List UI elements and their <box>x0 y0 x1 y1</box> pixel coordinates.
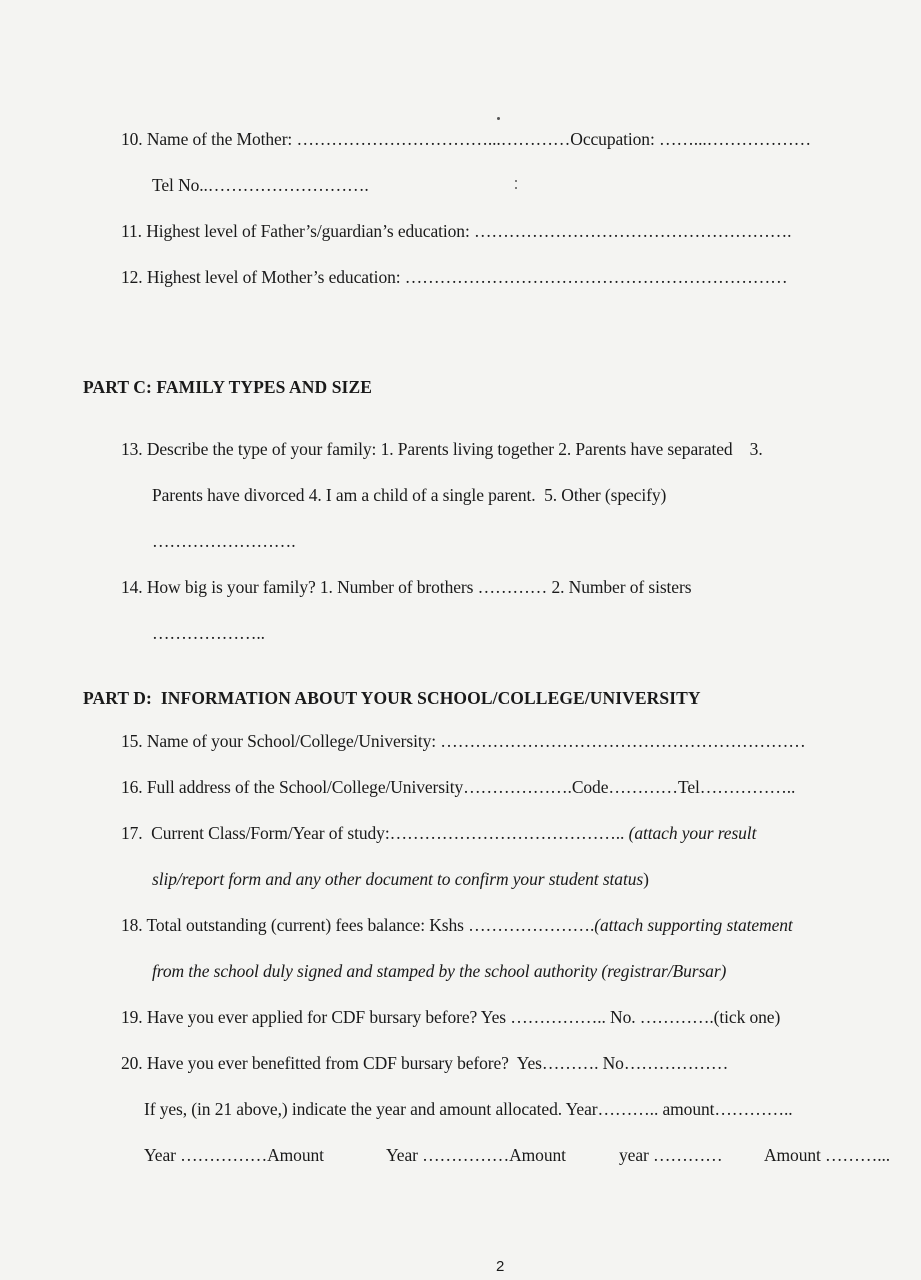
scan-speck <box>515 180 517 182</box>
part-d-heading: PART D: INFORMATION ABOUT YOUR SCHOOL/COLLEGE/UNIVERSITY <box>83 688 701 708</box>
part-c-heading: PART C: FAMILY TYPES AND SIZE <box>83 377 372 397</box>
q17-class-line <box>121 822 756 844</box>
years-row-cell-2: Year ……………Amount <box>386 1145 566 1165</box>
q17-close: ) <box>643 869 649 889</box>
q20-line: 20. Have you ever benefitted from CDF bursary before? Yes………. No……………… <box>121 1053 729 1073</box>
q13-line-1: 13. Describe the type of your family: 1. Parents living together 2. Parents have separated 3. <box>121 439 763 459</box>
page-number: 2 <box>496 1258 505 1275</box>
q10-mother-name-line: 10. Name of the Mother: ……………………………...…………Occupation: ……...……………… <box>121 129 812 149</box>
q12-mother-education-line: 12. Highest level of Mother’s education: ………………………………………………………… <box>121 267 788 287</box>
q18-note-1: (attach supporting statement <box>594 915 793 935</box>
q18-main: 18. Total outstanding (current) fees balance: Kshs …………………. <box>121 915 595 935</box>
q18-fees-line <box>121 914 793 936</box>
q19-line: 19. Have you ever applied for CDF bursary before? Yes …………….. No. ………….(tick one) <box>121 1007 781 1027</box>
q11-father-education-line: 11. Highest level of Father’s/guardian’s education: ………………………………………………. <box>121 221 792 241</box>
q17-note-line <box>152 868 649 890</box>
q16-school-address-line: 16. Full address of the School/College/University……………….Code…………Tel…………….. <box>121 777 796 797</box>
scan-speck <box>515 187 517 189</box>
q13-line-2: Parents have divorced 4. I am a child of a single parent. 5. Other (specify) <box>152 485 667 505</box>
q20-followup-line: If yes, (in 21 above,) indicate the year and amount allocated. Year……….. amount………….. <box>144 1099 793 1119</box>
q17-main: 17. Current Class/Form/Year of study:………………………………….. <box>121 823 629 843</box>
q10-tel-line: Tel No..………………………. <box>152 175 369 195</box>
q13-specify-line: ……………………. <box>152 531 296 551</box>
q14-line-1: 14. How big is your family? 1. Number of brothers ………… 2. Number of sisters <box>121 577 692 597</box>
q14-sisters-line: ……………….. <box>152 623 265 643</box>
years-row-cell-3: year ………… <box>619 1145 723 1165</box>
scan-speck <box>497 117 500 120</box>
q17-note-1: (attach your result <box>628 823 757 843</box>
years-row-cell-4: Amount ………... <box>764 1145 891 1165</box>
q17-note-2: slip/report form and any other document to confirm your student status <box>152 869 644 889</box>
q18-note-line: from the school duly signed and stamped by the school authority (registrar/Bursar) <box>152 961 727 981</box>
q15-school-name-line: 15. Name of your School/College/University: ……………………………………………………… <box>121 731 806 751</box>
years-row-cell-1: Year ……………Amount <box>144 1145 324 1165</box>
